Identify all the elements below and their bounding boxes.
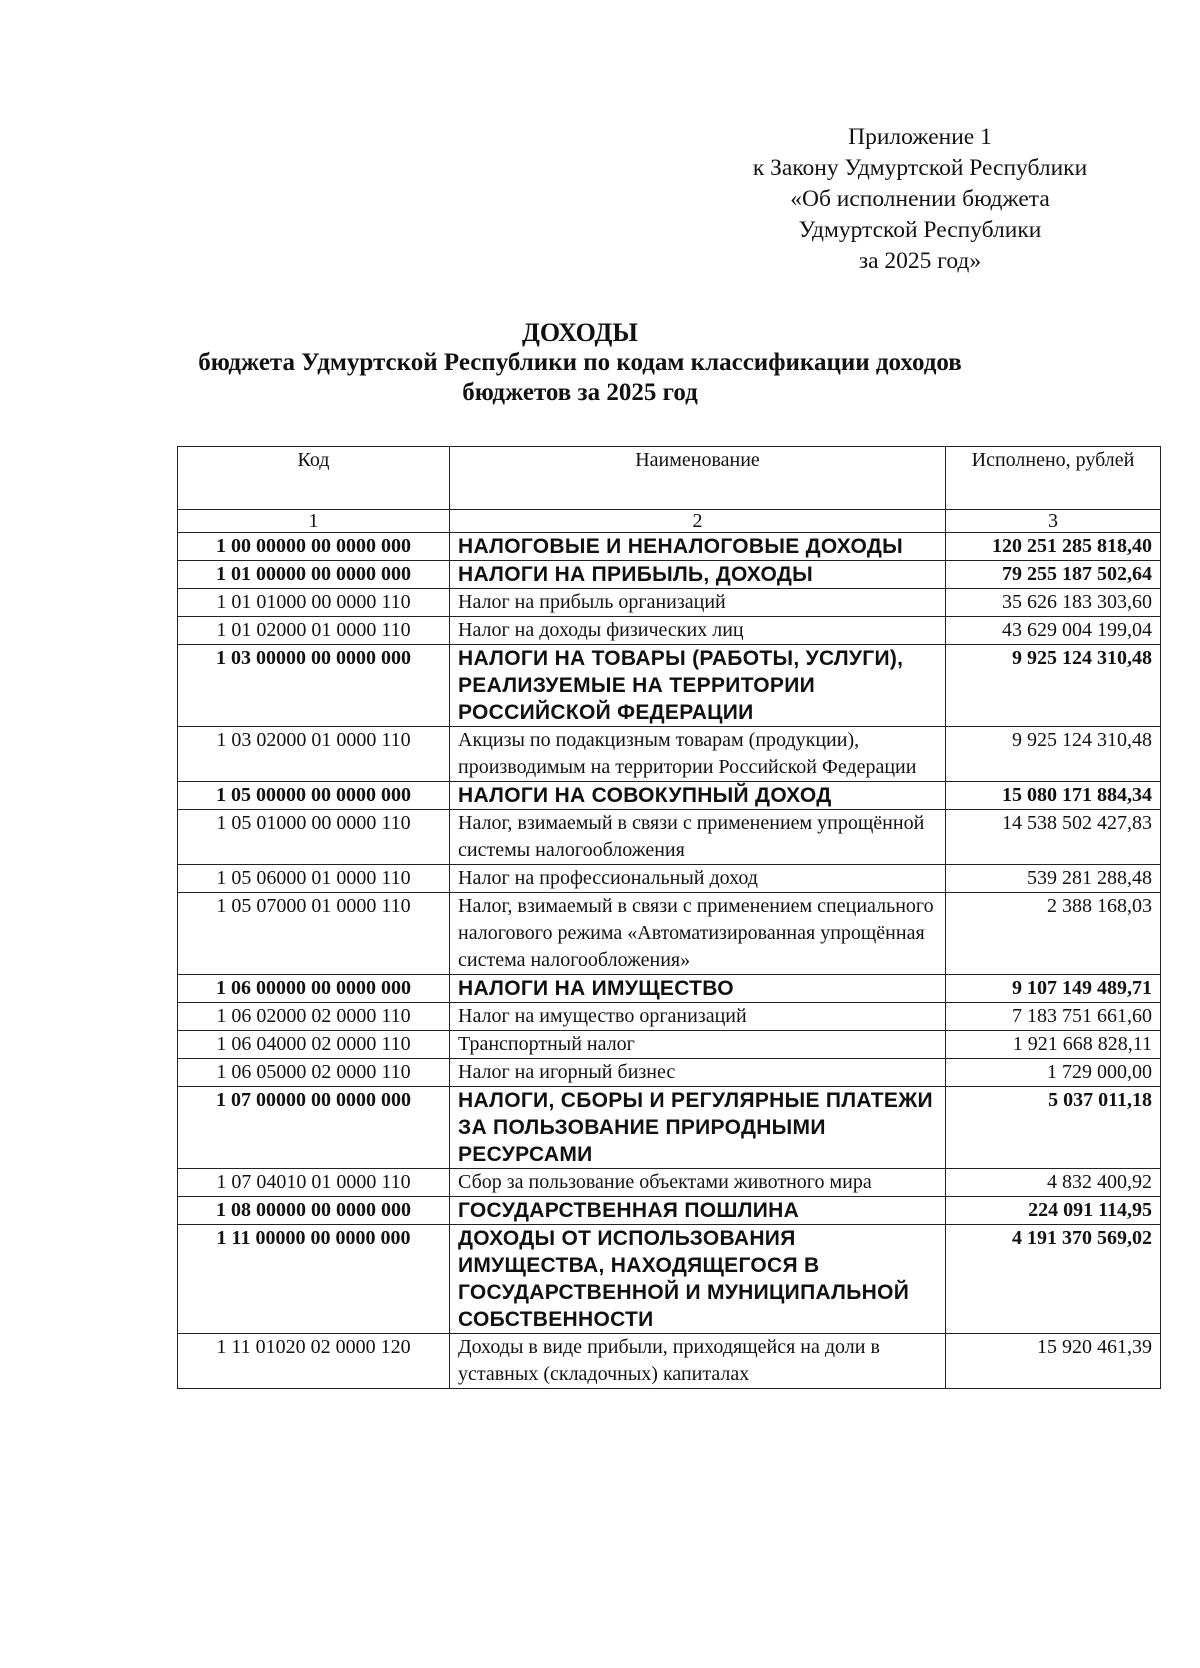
- name-cell: Налог на доходы физических лиц: [450, 617, 946, 645]
- name-cell: Акцизы по подакцизным товарам (продукции), производимым на территории Российской Федерации: [450, 727, 946, 782]
- amount-cell: 9 925 124 310,48: [946, 727, 1161, 782]
- title-line: бюджета Удмуртской Республики по кодам классификации доходов: [198, 349, 962, 376]
- column-number: 1: [178, 510, 450, 533]
- name-cell: Доходы в виде прибыли, приходящейся на доли в уставных (складочных) капиталах: [450, 1334, 946, 1389]
- amount-cell: 224 091 114,95: [946, 1197, 1161, 1225]
- table-row: [178, 893, 1161, 975]
- table-row: [178, 1087, 1161, 1169]
- code-cell: 1 03 02000 01 0000 110: [178, 727, 450, 782]
- header-executed: Исполнено, рублей: [946, 447, 1161, 510]
- name-cell: НАЛОГИ НА СОВОКУПНЫЙ ДОХОД: [450, 782, 946, 810]
- name-cell: Налог, взимаемый в связи с применением специального налогового режима «Автоматизированная упрощённая система налогообложения»: [450, 893, 946, 975]
- code-cell: 1 01 00000 00 0000 000: [178, 561, 450, 589]
- amount-cell: 4 191 370 569,02: [946, 1225, 1161, 1334]
- table-row: [178, 727, 1161, 782]
- amount-cell: 5 037 011,18: [946, 1087, 1161, 1169]
- table-row: [178, 865, 1161, 893]
- code-cell: 1 06 05000 02 0000 110: [178, 1059, 450, 1087]
- revenue-table: [177, 446, 1161, 1389]
- header-code: Код: [178, 447, 450, 510]
- appendix-block: [680, 122, 1160, 277]
- code-cell: 1 08 00000 00 0000 000: [178, 1197, 450, 1225]
- title-line: бюджетов за 2025 год: [462, 379, 698, 406]
- column-number: 2: [450, 510, 946, 533]
- table-header-row: [178, 447, 1161, 510]
- table-row: [178, 1169, 1161, 1197]
- code-cell: 1 11 00000 00 0000 000: [178, 1225, 450, 1334]
- name-cell: НАЛОГИ, СБОРЫ И РЕГУЛЯРНЫЕ ПЛАТЕЖИ ЗА ПОЛЬЗОВАНИЕ ПРИРОДНЫМИ РЕСУРСАМИ: [450, 1087, 946, 1169]
- column-number: 3: [946, 510, 1161, 533]
- name-cell: Налог на имущество организаций: [450, 1003, 946, 1031]
- name-cell: ГОСУДАРСТВЕННАЯ ПОШЛИНА: [450, 1197, 946, 1225]
- name-cell: Налог на профессиональный доход: [450, 865, 946, 893]
- column-number-row: [178, 510, 1161, 533]
- amount-cell: 14 538 502 427,83: [946, 810, 1161, 865]
- code-cell: 1 07 04010 01 0000 110: [178, 1169, 450, 1197]
- amount-cell: 120 251 285 818,40: [946, 533, 1161, 561]
- amount-cell: 35 626 183 303,60: [946, 589, 1161, 617]
- code-cell: 1 00 00000 00 0000 000: [178, 533, 450, 561]
- table-row: [178, 589, 1161, 617]
- amount-cell: 9 925 124 310,48: [946, 645, 1161, 727]
- name-cell: Сбор за пользование объектами животного мира: [450, 1169, 946, 1197]
- table-row: [178, 561, 1161, 589]
- header-name: Наименование: [450, 447, 946, 510]
- name-cell: Налог на игорный бизнес: [450, 1059, 946, 1087]
- code-cell: 1 01 02000 01 0000 110: [178, 617, 450, 645]
- code-cell: 1 05 01000 00 0000 110: [178, 810, 450, 865]
- amount-cell: 9 107 149 489,71: [946, 975, 1161, 1003]
- amount-cell: 43 629 004 199,04: [946, 617, 1161, 645]
- code-cell: 1 05 07000 01 0000 110: [178, 893, 450, 975]
- table-row: [178, 1003, 1161, 1031]
- table-row: [178, 810, 1161, 865]
- table-row: [178, 782, 1161, 810]
- table-row: [178, 1031, 1161, 1059]
- table-row: [178, 645, 1161, 727]
- name-cell: НАЛОГИ НА ИМУЩЕСТВО: [450, 975, 946, 1003]
- table-row: [178, 533, 1161, 561]
- amount-cell: 1 729 000,00: [946, 1059, 1161, 1087]
- code-cell: 1 06 02000 02 0000 110: [178, 1003, 450, 1031]
- amount-cell: 4 832 400,92: [946, 1169, 1161, 1197]
- amount-cell: 2 388 168,03: [946, 893, 1161, 975]
- code-cell: 1 05 00000 00 0000 000: [178, 782, 450, 810]
- appendix-line: к Закону Удмуртской Республики: [752, 155, 1088, 181]
- amount-cell: 1 921 668 828,11: [946, 1031, 1161, 1059]
- code-cell: 1 07 00000 00 0000 000: [178, 1087, 450, 1169]
- table-row: [178, 1059, 1161, 1087]
- name-cell: НАЛОГИ НА ТОВАРЫ (РАБОТЫ, УСЛУГИ), РЕАЛИЗУЕМЫЕ НА ТЕРРИТОРИИ РОССИЙСКОЙ ФЕДЕРАЦИИ: [450, 645, 946, 727]
- code-cell: 1 01 01000 00 0000 110: [178, 589, 450, 617]
- appendix-line: Удмуртской Республики: [798, 217, 1042, 243]
- code-cell: 1 05 06000 01 0000 110: [178, 865, 450, 893]
- appendix-line: Приложение 1: [848, 124, 992, 150]
- appendix-line: за 2025 год»: [858, 248, 982, 274]
- appendix-line: «Об исполнении бюджета: [790, 186, 1050, 212]
- amount-cell: 7 183 751 661,60: [946, 1003, 1161, 1031]
- code-cell: 1 11 01020 02 0000 120: [178, 1334, 450, 1389]
- document-title: [160, 318, 1000, 408]
- table-row: [178, 1334, 1161, 1389]
- table-row: [178, 617, 1161, 645]
- amount-cell: 79 255 187 502,64: [946, 561, 1161, 589]
- name-cell: НАЛОГОВЫЕ И НЕНАЛОГОВЫЕ ДОХОДЫ: [450, 533, 946, 561]
- name-cell: НАЛОГИ НА ПРИБЫЛЬ, ДОХОДЫ: [450, 561, 946, 589]
- table-row: [178, 1197, 1161, 1225]
- code-cell: 1 03 00000 00 0000 000: [178, 645, 450, 727]
- name-cell: Налог, взимаемый в связи с применением упрощённой системы налогообложения: [450, 810, 946, 865]
- table-row: [178, 975, 1161, 1003]
- name-cell: ДОХОДЫ ОТ ИСПОЛЬЗОВАНИЯ ИМУЩЕСТВА, НАХОДЯЩЕГОСЯ В ГОСУДАРСТВЕННОЙ И МУНИЦИПАЛЬНОЙ СОБСТВЕННОСТИ: [450, 1225, 946, 1334]
- table-row: [178, 1225, 1161, 1334]
- amount-cell: 15 920 461,39: [946, 1334, 1161, 1389]
- name-cell: Транспортный налог: [450, 1031, 946, 1059]
- amount-cell: 15 080 171 884,34: [946, 782, 1161, 810]
- name-cell: Налог на прибыль организаций: [450, 589, 946, 617]
- amount-cell: 539 281 288,48: [946, 865, 1161, 893]
- code-cell: 1 06 04000 02 0000 110: [178, 1031, 450, 1059]
- title-main: ДОХОДЫ: [522, 318, 638, 347]
- table-body: [178, 533, 1161, 1389]
- code-cell: 1 06 00000 00 0000 000: [178, 975, 450, 1003]
